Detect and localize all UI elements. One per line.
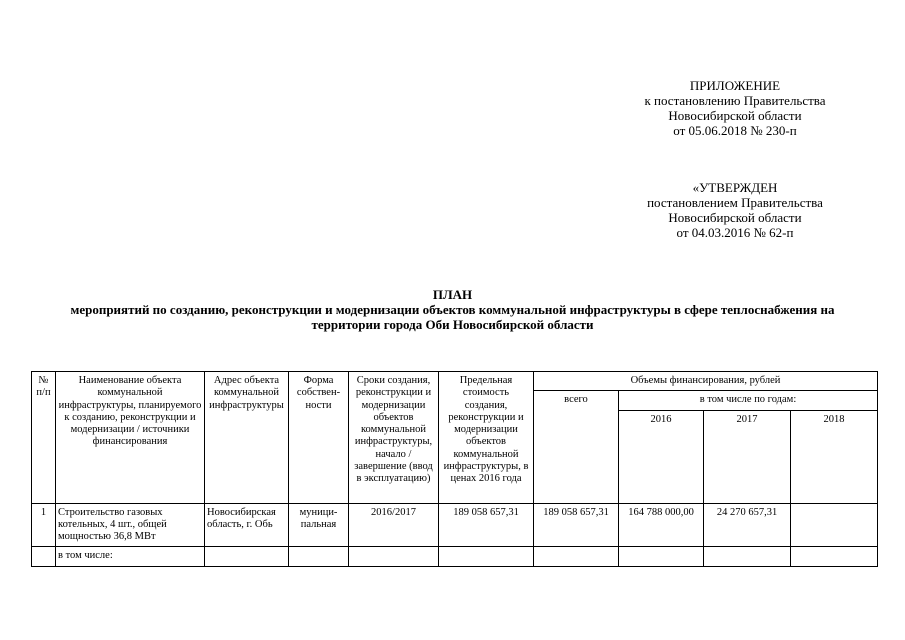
plan-heading: ПЛАН: [432, 287, 473, 302]
document-title: [40, 287, 865, 332]
subrow-cell: [205, 547, 289, 566]
header-ownership: Форма собствен-ности: [289, 372, 349, 504]
row-2018: [791, 503, 878, 547]
subrow-cell: [289, 547, 349, 566]
appendix-line-2: к постановлению Правительства: [644, 93, 826, 108]
header-address: Адрес объекта коммунальной инфраструктуры: [205, 372, 289, 504]
appendix-title: ПРИЛОЖЕНИЕ: [689, 78, 781, 93]
row-name: Строительство газовых котельных, 4 шт., общей мощностью 36,8 МВт: [56, 503, 205, 547]
plan-subtitle: мероприятий по созданию, реконструкции и модернизации объектов коммунальной инфраструктуры в сфере теплоснабжения на территории города Оби Новосибирской области: [70, 302, 835, 332]
header-terms: Сроки создания, реконструкции и модернизации объектов коммунальной инфраструктуры, начало / завершение (ввод в эксплуатацию): [349, 372, 439, 504]
table-row: [32, 503, 878, 547]
header-num: № п/п: [32, 372, 56, 504]
header-total: всего: [534, 391, 619, 503]
approval-line-3: Новосибирской области: [668, 210, 802, 225]
approval-title: «УТВЕРЖДЕН: [692, 180, 778, 195]
subrow-cell: [439, 547, 534, 566]
subrow-cell: [791, 547, 878, 566]
appendix-line-3: Новосибирской области: [668, 108, 802, 123]
plan-table: [31, 371, 878, 567]
approval-line-2: постановлением Правительства: [647, 195, 823, 210]
row-terms: 2016/2017: [349, 503, 439, 547]
header-financing: Объемы финансирования, рублей: [534, 372, 878, 391]
row-total: 189 058 657,31: [534, 503, 619, 547]
subrow-num: [32, 547, 56, 566]
subrow-label: в том числе:: [56, 547, 205, 566]
approval-line-4: от 04.03.2016 № 62-п: [676, 225, 794, 240]
header-name: Наименование объекта коммунальной инфраструктуры, планируемого к созданию, реконструкции и модернизации / источники финансирования: [56, 372, 205, 504]
table-subrow: [32, 547, 878, 566]
subrow-cell: [704, 547, 791, 566]
header-year-2018: 2018: [791, 410, 878, 503]
header-by-years: в том числе по годам:: [619, 391, 878, 410]
header-row-1: [32, 372, 878, 391]
subrow-cell: [534, 547, 619, 566]
subrow-cell: [619, 547, 704, 566]
approval-header: [610, 180, 860, 240]
row-2016: 164 788 000,00: [619, 503, 704, 547]
row-cost: 189 058 657,31: [439, 503, 534, 547]
header-year-2017: 2017: [704, 410, 791, 503]
appendix-line-4: от 05.06.2018 № 230-п: [673, 123, 797, 138]
header-cost: Предельная стоимость создания, реконструкции и модернизации объектов коммунальной инфраструктуры, в ценах 2016 года: [439, 372, 534, 504]
row-ownership: муници-пальная: [289, 503, 349, 547]
header-year-2016: 2016: [619, 410, 704, 503]
row-2017: 24 270 657,31: [704, 503, 791, 547]
subrow-cell: [349, 547, 439, 566]
row-address: Новосибирская область, г. Обь: [205, 503, 289, 547]
appendix-header: [610, 78, 860, 138]
row-num: 1: [32, 503, 56, 547]
